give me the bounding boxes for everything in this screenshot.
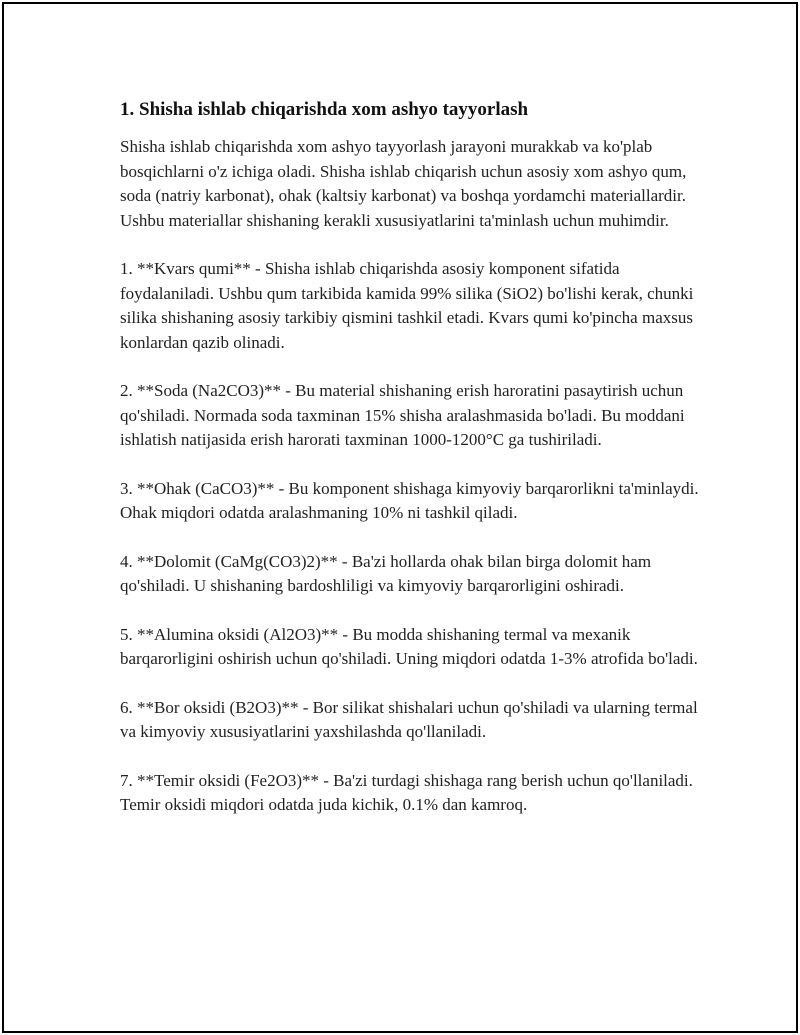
list-item-kvars-qumi: 1. **Kvars qumi** - Shisha ishlab chiqarishda asosiy komponent sifatida foydalaniladi. Ushbu qum tarkibida kamida 99% silika (SiO2) bo'lishi kerak, chunki silika shishaning asosiy tarkibiy qismini tashkil etadi. Kvars qumi ko'pincha maxsus konlardan qazib olinadi. [120,259,694,352]
list-item-dolomit: 4. **Dolomit (CaMg(CO3)2)** - Ba'zi hollarda ohak bilan birga dolomit ham qo'shiladi. U shishaning bardoshliligi va kimyoviy barqarorligini oshiradi. [120,551,652,595]
list-item-ohak: 3. **Ohak (CaCO3)** - Bu komponent shishaga kimyoviy barqarorlikni ta'minlaydi. Ohak miqdori odatda aralashmaning 10% ni tashkil qiladi. [120,478,699,522]
list-item-soda: 2. **Soda (Na2CO3)** - Bu material shishaning erish haroratini pasaytirish uchun qo'shiladi. Normada soda taxminan 15% shisha aralashmasida bo'ladi. Bu moddani ishlatish natijasida erish harorati taxminan 1000-1200°C ga tushiriladi. [120,381,685,449]
list-item-temir-oksidi: 7. **Temir oksidi (Fe2O3)** - Ba'zi turdagi shishaga rang berish uchun qo'llaniladi. Temir oksidi miqdori odatda juda kichik, 0.1% dan kamroq. [120,770,693,814]
list-item-alumina-oksidi: 5. **Alumina oksidi (Al2O3)** - Bu modda shishaning termal va mexanik barqarorligini oshirish uchun qo'shiladi. Uning miqdori odatda 1-3% atrofida bo'ladi. [120,624,698,668]
document-body [120,97,700,842]
list-item-bor-oksidi: 6. **Bor oksidi (B2O3)** - Bor silikat shishalari uchun qo'shiladi va ularning termal va kimyoviy xususiyatlarini yaxshilashda qo'llaniladi. [120,697,698,741]
page-frame [2,2,798,1033]
section-heading: 1. Shisha ishlab chiqarishda xom ashyo tayyorlash [120,99,529,120]
intro-paragraph: Shisha ishlab chiqarishda xom ashyo tayyorlash jarayoni murakkab va ko'plab bosqichlarni o'z ichiga oladi. Shisha ishlab chiqarish uchun asosiy xom ashyo qum, soda (natriy karbonat), ohak (kaltsiy karbonat) va boshqa yordamchi materiallardir. Ushbu materiallar shishaning kerakli xususiyatlarini ta'minlash uchun muhimdir. [120,137,687,230]
